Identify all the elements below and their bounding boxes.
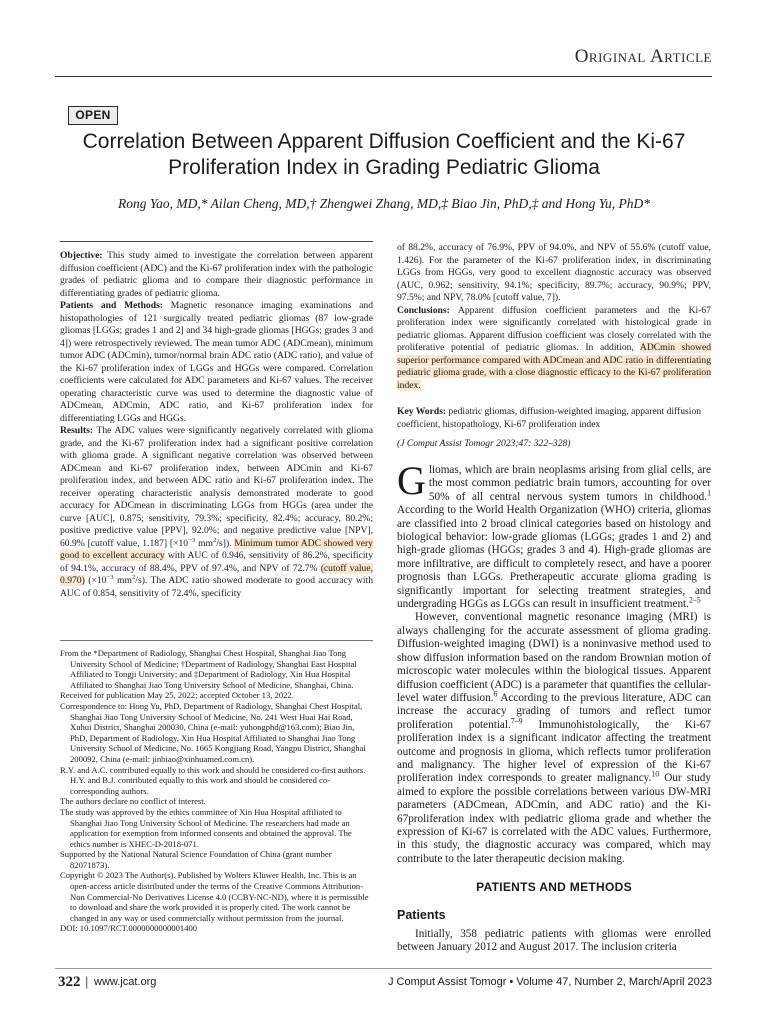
body-text: However, conventional magnetic resonance imaging (MRI) is always challenging for the accurate assessment of glioma grading. Diffusion-weighted imaging (DWI) is a noninvasive method used to show diffusion information based on the random Brownian motion of microscopic water molecules within the biological tissues. Apparent diffusion coefficient (ADC) is a parameter that quantifies the cellular-level water diffusion.: [397, 611, 711, 704]
citation-line: (J Comput Assist Tomogr 2023;47: 322–328): [397, 438, 571, 449]
objective-label: Objective:: [60, 250, 103, 261]
intro-paragraph: [397, 458, 711, 611]
body-text: Immunohistologically, the Ki-67 proliferation index is a significant indicator affecting the treatment outcome and prognosis in glioma, which reflects tumor proliferation and malignancy. The higher level of expression of the Ki-67 proliferation index corresponds to greater malignancy.: [397, 718, 711, 785]
abstract-results: [60, 425, 373, 600]
results-exponent: −3: [106, 573, 114, 581]
abstract-left-column: [60, 250, 373, 600]
footnote-rule: [60, 640, 373, 641]
page-footer: [58, 974, 712, 992]
abstract-conclusions: [397, 305, 711, 393]
journal-url[interactable]: www.jcat.org: [94, 976, 157, 988]
open-access-badge: OPEN: [68, 106, 118, 125]
abstract-results-continued: of 88.2%, accuracy of 76.9%, PPV of 94.0%, and NPV of 55.6% (cutoff value, 1.426). For the parameter of the Ki-67 proliferation index, in discriminating LGGs from HGGs, very good to excellent diagnostic accuracy was observed (AUC, 0.962; sensitivity, 94.1%; specificity, 89.7%; accuracy, 90.9%; PPV, 97.5%; and NPV, 78.0% [cutoff value, 7]).: [397, 242, 711, 303]
article-title: Correlation Between Apparent Diffusion Coefficient and the Ki-67 Proliferation Index in Grading Pediatric Glioma: [82, 130, 686, 179]
section-label: Original Article: [574, 46, 712, 67]
body-text: According to the previous literature, ADC can increase the accuracy grading of tumors and reflect tumor proliferation potential.: [397, 691, 711, 731]
keywords-label: Key Words:: [397, 406, 447, 417]
results-text: /s). The ADC ratio showed moderate to good accuracy with AUC of 0.854, sensitivity of 72.4%, specificity: [60, 575, 373, 599]
footnote-received: Received for publication May 25, 2022; accepted October 13, 2022.: [60, 690, 294, 701]
footnote-funding: Supported by the National Natural Science Foundation of China (grant number 82071873).: [60, 849, 332, 870]
footnote-ethics: The study was approved by the ethics committee of Xin Hua Hospital affiliated to Shanghai Jiao Tong University School of Medicine. The researchers had made an application for exemption from informed consents and obtained the approval. The ethics number is XHEC-D-2018-071.: [60, 806, 352, 849]
footnote-conflict: The authors declare no conflict of interest.: [60, 796, 206, 807]
objective-text: This study aimed to investigate the correlation between apparent diffusion coefficient (ADC) and the Ki-67 proliferation index with the pathologic grades of pediatric glioma and to compare their diagnostic performance in differentiating grades of pediatric glioma.: [60, 250, 373, 299]
footer-separator: |: [85, 974, 89, 989]
page-number: 322: [58, 974, 81, 990]
journal-info: J Comput Assist Tomogr • Volume 47, Number 2, March/April 2023: [387, 976, 712, 988]
keywords: [397, 406, 711, 431]
abstract-objective: [60, 250, 373, 300]
methods-label: Patients and Methods:: [60, 300, 163, 311]
results-text: mm: [113, 575, 132, 586]
body-text: According to the World Health Organization (WHO) criteria, gliomas are classified into 2 broad clinical categories based on histology and biological behavior: low-grade gliomas (LGGs; grades 1 and 2) and high-grade gliomas (HGGs; grades 3 and 4). High-grade gliomas are more infiltrative, are difficult to completely resect, and have a poorer prognosis than LGGs. Pretherapeutic accurate glioma grading is significantly important for selecting treatment strategies, and undergrading HGGs as LGGs can result in insufficient treatment.: [397, 504, 711, 611]
reference-marker: 7–9: [510, 715, 523, 725]
reference-marker: 10: [651, 769, 660, 779]
reference-marker: 6: [493, 689, 498, 699]
results-text: (×10: [84, 575, 107, 586]
abstract-rule: [60, 241, 373, 242]
abstract-right-column: [397, 242, 711, 392]
body-text: liomas, which are brain neoplasms arising from glial cells, are the most common pediatric brain tumors, accounting for over 50% of all central nervous system tumors in childhood.: [428, 464, 711, 503]
footnote-doi: DOI: 10.1097/RCT.0000000000001400: [60, 923, 198, 934]
keywords-text: pediatric gliomas, diffusion-weighted imaging, apparent diffusion coefficient, histopathology, Ki-67 proliferation index: [397, 406, 702, 430]
results-text: with AUC of 0.946, sensitivity of 86.2%, specificity of 94.1%, accuracy of 88.4%, PPV of 97.4%, and NPV of 72.7%: [60, 550, 373, 574]
footnote-affiliations: From the *Department of Radiology, Shanghai Chest Hospital, Shanghai Jiao Tong University School of Medicine; †Department of Radiology, Shanghai East Hospital Affiliated to Tongji University; and ‡Department of Radiology, Xin Hua Hospital Affiliated to Shanghai Jiao Tong University School of Medicine, Shanghai, China.: [60, 648, 357, 690]
footnotes: [60, 648, 373, 934]
footer-rule: [55, 968, 712, 969]
results-text: /s]).: [216, 537, 235, 549]
conclusions-label: Conclusions:: [397, 304, 450, 316]
footnote-correspondence: Correspondence to: Hong Yu, PhD, Department of Radiology, Shanghai Chest Hospital, Shanghai Jiao Tong University School of Medicine, No. 241 West Huai Hai Road, Xuhui District, Shanghai 200030, China (e-mail: yuhongphd@163.com); Biao Jin, PhD, Department of Radiology, Xin Hua Hospital Affiliated to Shanghai Jiao Tong University School of Medicine, No. 1665 Kongjiang Road, Yangpu District, Shanghai 200092, China (e-mail: jinbiao@xinhuamed.com.cn).: [60, 700, 366, 764]
results-highlight: (cutoff value, 0.970): [60, 562, 373, 586]
results-exponent: 2: [213, 536, 217, 544]
results-highlight: Minimum tumor ADC showed very good to excellent accuracy: [60, 537, 373, 561]
abstract-methods: [60, 300, 373, 425]
conclusions-text: Apparent diffusion coefficient parameters and the Ki-67 proliferation index were significantly correlated with histological grade in pediatric gliomas. Apparent diffusion coefficient was closely correlated with the proliferative potential of pediatric gliomas. In addition,: [397, 304, 711, 353]
body-text-column: [397, 458, 711, 866]
results-exponent: 2: [131, 573, 136, 581]
body-paragraph: [397, 611, 711, 866]
body-paragraph: [397, 928, 711, 955]
subsection-heading: Patients: [397, 908, 446, 922]
drop-cap: G: [397, 458, 426, 503]
reference-marker: 1: [707, 488, 711, 498]
body-text: Our study aimed to explore the possible correlations between various DW-MRI parameters (ADCmean, ADCmin, and ADC ratio) and the Ki-67proliferation index with pediatric glioma grade and whether the expression of Ki-67 is correlated with the ADC values. Furthermore, in this study, the diagnostic accuracy was compared, which may contribute to the later therapeutic decision making.: [397, 772, 711, 865]
results-label: Results:: [60, 425, 94, 436]
body-text: Initially, 358 pediatric patients with gliomas were enrolled between January 2012 and August 2017. The inclusion criteria: [397, 928, 711, 954]
author-list: Rong Yao, MD,* Ailan Cheng, MD,† Zhengwei Zhang, MD,‡ Biao Jin, PhD,‡ and Hong Yu, PhD*: [117, 196, 650, 211]
results-text: The ADC values were significantly negatively correlated with glioma grade, and the Ki-67 proliferation index had a significant positive correlation with glioma grade. A significant negative correlation was observed between ADCmean and Ki-67 proliferation index, between ADCmin and Ki-67 proliferation index, and between ADC ratio and Ki-67 proliferation index. The receiver operating characteristic analysis demonstrated moderate to good accuracy for ADCmean in discriminating LGGs from HGGs (area under the curve [AUC], 0.875; sensitivity, 79.3%; specificity, 82.4%; accuracy, 80.2%; positive predictive value [PPV], 92.0%; and negative predictive value [NPV], 60.9% [cutoff value, 1.187] [×10: [60, 425, 373, 549]
methods-text: Magnetic resonance imaging examinations and histopathologies of 121 surgically treated pediatric gliomas (87 low-grade gliomas [LGGs; grades 1 and 2] and 34 high-grade gliomas [HGGs; grades 3 and 4]) were retrospectively reviewed. The mean tumor ADC (ADCmean), minimum tumor ADC (ADCmin), tumor/normal brain ADC ratio (ADC ratio), and value of the Ki-67 proliferation index of LGGs and HGGs were compared. Correlation coefficients were calculated for ADC parameters and Ki-67 values. The receiver operating characteristic curve was used to determine the diagnostic value of ADCmean, ADCmin, ADC ratio, and Ki-67 proliferation index for differentiating LGGs and HGGs.: [60, 300, 373, 424]
results-exponent: −3: [188, 536, 196, 544]
conclusions-highlight: ADCmin showed superior performance compared with ADCmean and ADC ratio in differentiating pediatric glioma grade, with a close diagnostic efficacy to the Ki-67 proliferation index.: [397, 342, 711, 391]
reference-marker: 2–5: [688, 595, 701, 605]
section-heading: PATIENTS AND METHODS: [476, 880, 632, 894]
header-rule: [55, 76, 712, 77]
footnote-contribution: R.Y. and A.C. contributed equally to this work and should be considered co-first authors. H.Y. and B.J. contributed equally to this work and should be considered co-corresponding authors.: [60, 764, 366, 796]
footnote-copyright: Copyright © 2023 The Author(s). Published by Wolters Kluwer Health, Inc. This is an open-access article distributed under the terms of the Creative Commons Attribution-Non Commercial-No Derivatives License 4.0 (CCBY-NC-ND), where it is permissible to download and share the work provided it is properly cited. The work cannot be changed in any way or used commercially without permission from the journal.: [60, 870, 369, 923]
results-text: mm: [195, 537, 213, 549]
